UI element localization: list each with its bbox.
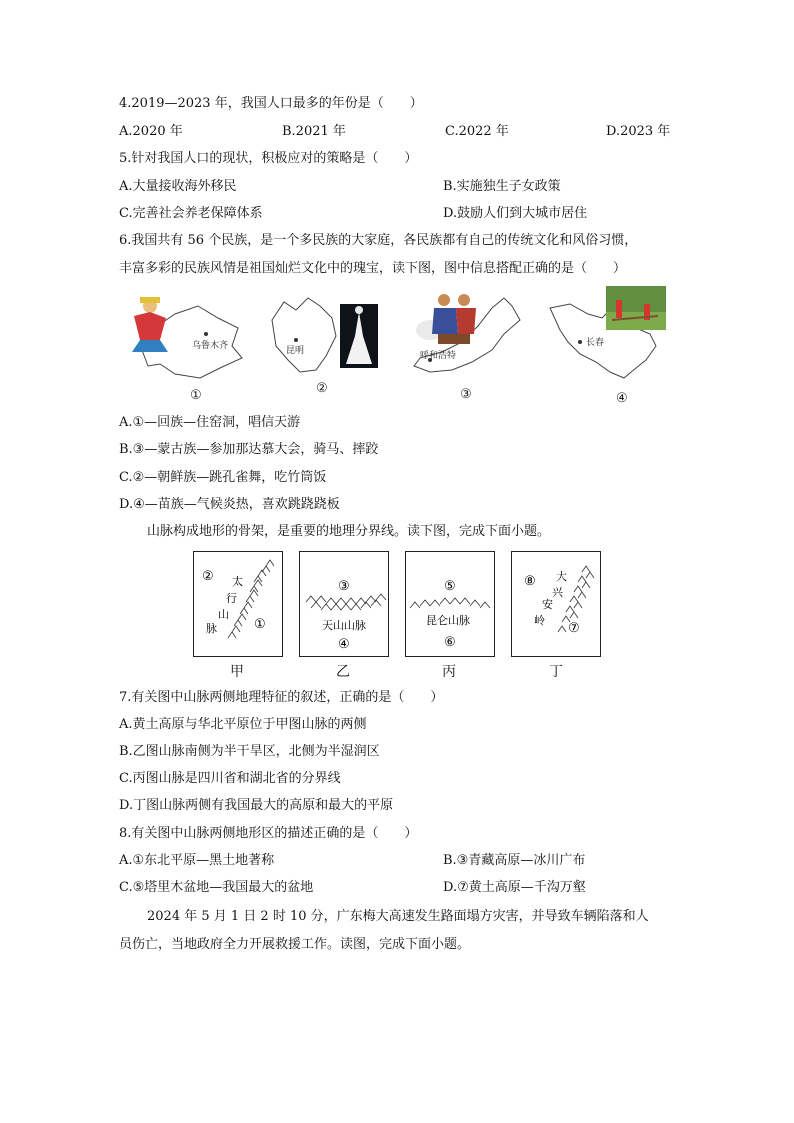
q5-option-a: A.大量接收海外移民 [119,179,237,194]
map-number: ④ [616,391,628,404]
mountain-name-char: 太 [232,575,243,588]
q4-option-a: A.2020 年 [119,124,183,139]
q6-option-b: B.③—蒙古族—参加那达慕大会，骑马、摔跤 [119,442,379,457]
mountain-panel-jia [193,551,283,657]
q8-option-a: A.①东北平原—黑土地著称 [119,853,275,868]
q6-stem-line2: 丰富多彩的民族风情是祖国灿烂文化中的瑰宝，读下图，图中信息搭配正确的是（ ） [119,261,627,276]
mountain-name-char: 脉 [206,622,217,635]
seesaw-photo [606,286,666,330]
q5-stem: 5.针对我国人口的现状，积极应对的策略是（ ） [119,151,418,166]
mountain-name: 昆仑山脉 [426,614,470,627]
q8-option-d: D.⑦黄土高原—千沟万壑 [443,880,586,895]
q4-stem: 4.2019—2023 年，我国人口最多的年份是（ ） [119,96,423,111]
map-xinjiang [120,286,250,404]
mountain-symbols [194,552,282,656]
q5-option-d: D.鼓励人们到大城市居住 [443,206,588,221]
mountain-name-char: 兴 [552,586,563,599]
region-num-left: ⑧ [524,574,536,589]
city-dot [204,332,208,336]
city-dot [294,338,298,342]
q6-option-c: C.②—朝鲜族—跳孔雀舞，吃竹筒饭 [119,470,327,485]
mountain-panel-yi [299,551,389,657]
q5-option-b: B.实施独生子女政策 [443,179,561,194]
region-num-right: ⑦ [568,621,580,636]
map-yunnan [260,286,390,404]
map-city-label: 昆明 [286,346,305,356]
disaster-intro-line1: 2024 年 5 月 1 日 2 时 10 分，广东梅大高速发生路面塌方灾害，并导致车辆陷落和人 [147,909,649,924]
region-num-right: ① [254,617,266,632]
city-dot [578,340,582,344]
mountain-symbols [406,552,494,656]
q6-option-d: D.④—苗族—气候炎热，喜欢跳跷跷板 [119,497,340,512]
mountain-intro: 山脉构成地形的骨架，是重要的地理分界线。读下图，完成下面小题。 [147,524,551,539]
map-jilin [540,286,680,404]
region-num-top: ⑤ [444,579,456,594]
q6-stem-line1: 6.我国共有 56 个民族，是一个多民族的大家庭，各民族都有自己的传统文化和风俗习惯， [119,233,638,248]
map-number: ① [190,388,202,403]
map-city-label: 乌鲁木齐 [192,341,229,351]
map-inner-mongolia [400,286,540,404]
map-city-label: 长春 [586,338,605,348]
mountain-panel-bing [405,551,495,657]
q4-option-b: B.2021 年 [282,124,346,139]
q8-option-c: C.⑤塔里木盆地—我国最大的盆地 [119,880,314,895]
q8-stem: 8.有关图中山脉两侧地形区的描述正确的是（ ） [119,826,418,841]
q6-option-a: A.①—回族—住窑洞，唱信天游 [119,415,301,430]
mountain-name-char: 山 [218,608,229,621]
wrestlers-illustration [416,294,476,344]
region-num-left: ② [202,569,214,584]
region-num-bottom: ⑥ [444,635,456,650]
q4-option-c: C.2022 年 [445,124,509,139]
q7-option-d: D.丁图山脉两侧有我国最大的高原和最大的平原 [119,798,394,813]
q5-option-c: C.完善社会养老保障体系 [119,206,263,221]
map-number: ② [316,381,328,396]
mountain-name-char: 行 [226,592,237,605]
region-num-top: ③ [338,579,350,594]
ethnic-maps-figure [120,286,680,406]
disaster-intro-line2: 员伤亡，当地政府全力开展救援工作。读图，完成下面小题。 [119,937,471,952]
mountain-name-char: 安 [542,598,553,611]
mountain-panel-ding [511,551,601,657]
mountain-name-char: 岭 [534,614,545,627]
q7-option-a: A.黄土高原与华北平原位于甲图山脉的两侧 [119,717,367,732]
map-number: ③ [460,387,472,402]
region-num-bottom: ④ [338,637,350,652]
q8-option-b: B.③青藏高原—冰川广布 [443,853,586,868]
mountain-caption-ding: 丁 [549,664,563,680]
mountain-caption-yi: 乙 [336,664,350,680]
dancer-illustration [132,297,168,352]
mountain-name: 天山山脉 [322,619,366,632]
mountain-symbols [300,552,388,656]
map-city-label: 呼和浩特 [420,351,457,361]
mountain-symbols [512,552,600,656]
mountain-caption-bing: 丙 [442,664,456,680]
mountain-name-char: 大 [556,570,567,583]
q4-option-d: D.2023 年 [606,124,671,139]
mountain-caption-jia: 甲 [230,664,244,680]
q7-option-b: B.乙图山脉南侧为半干旱区，北侧为半湿润区 [119,744,380,759]
q7-option-c: C.丙图山脉是四川省和湖北省的分界线 [119,771,341,786]
q7-stem: 7.有关图中山脉两侧地理特征的叙述，正确的是（ ） [119,690,444,705]
